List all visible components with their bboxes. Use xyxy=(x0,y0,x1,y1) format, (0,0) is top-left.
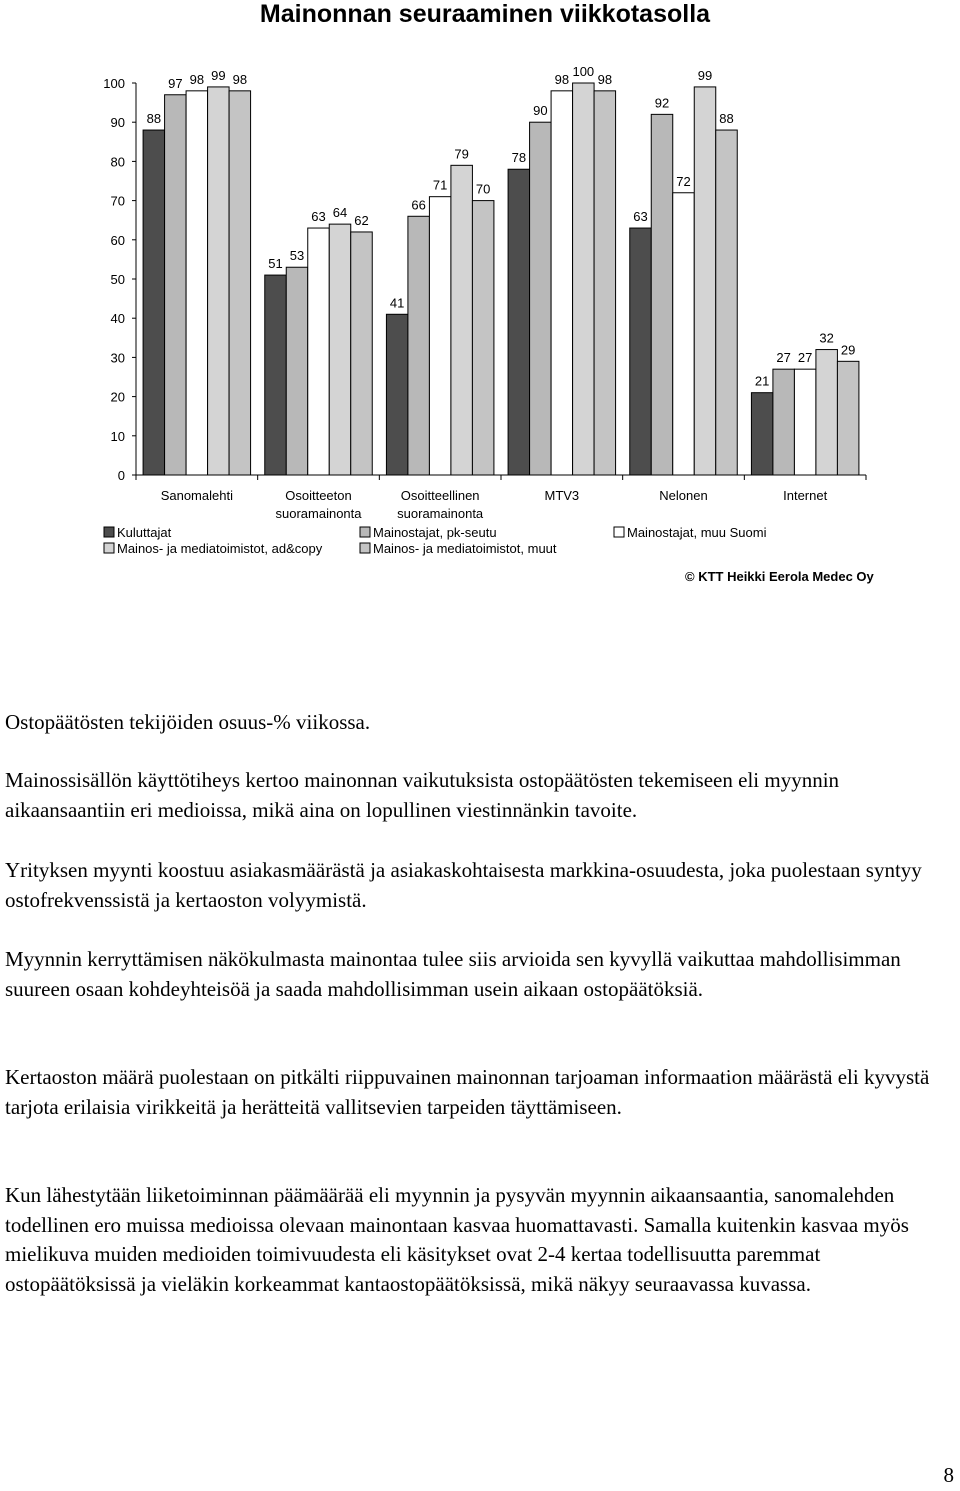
bar xyxy=(451,165,473,475)
y-tick-label: 60 xyxy=(110,232,125,248)
legend xyxy=(104,525,767,556)
body-paragraph: Kun lähestytään liiketoiminnan päämäärää eli myynnin ja pysyvän myynnin aikaansaantia, sanomalehden todellinen ero muissa medioissa olevaan mainontaan kasvaa huomattavasti. Samalla kuitenkin kasvaa myös mielikuva muiden medioiden toimivuudesta eli käsitykset ovat 2-4 kertaa todellisuutta paremmat ostopäätöksissä ja vieläkin korkeammat kantaostopäätöksissä, mikä näkyy seuraavassa kuvassa. xyxy=(5,1183,909,1296)
y-tick-label: 30 xyxy=(110,350,125,366)
data-label: 79 xyxy=(454,146,469,162)
data-label: 98 xyxy=(189,71,205,87)
data-label: 88 xyxy=(146,111,162,127)
bar xyxy=(408,216,430,475)
bar-chart xyxy=(0,0,960,600)
legend-label: Kuluttajat xyxy=(117,525,172,540)
y-tick-label: 20 xyxy=(110,389,125,405)
bar xyxy=(673,193,695,475)
data-label: 70 xyxy=(475,181,491,197)
data-label: 41 xyxy=(389,295,405,311)
data-label: 98 xyxy=(597,71,613,87)
data-label: 27 xyxy=(797,350,813,366)
data-label: 21 xyxy=(754,373,770,389)
y-tick-label: 80 xyxy=(110,154,125,170)
caption-paragraph: Ostopäätösten tekijöiden osuus-% viikossa. xyxy=(5,710,371,734)
y-tick-label: 70 xyxy=(110,193,125,209)
data-label: 63 xyxy=(633,209,648,225)
bar xyxy=(472,201,494,475)
bar xyxy=(229,91,251,475)
data-label: 29 xyxy=(840,342,856,358)
bar xyxy=(837,361,859,475)
data-label: 72 xyxy=(676,173,691,189)
bar xyxy=(551,91,573,475)
bar xyxy=(265,275,287,475)
body-paragraph: Kertaoston määrä puolestaan on pitkälti riippuvainen mainonnan tarjoaman informaation määrästä eli kyvystä tarjota erilaisia virikkeitä ja herätteitä vallitsevien tarpeiden täyttämiseen. xyxy=(5,1065,930,1119)
data-label: 98 xyxy=(554,71,570,87)
x-tick-label: Sanomalehti xyxy=(160,488,233,503)
legend-label: Mainos- ja mediatoimistot, muut xyxy=(373,541,557,556)
bar xyxy=(165,95,187,475)
chart-title: Mainonnan seuraaminen viikkotasolla xyxy=(259,0,711,28)
page-number: 8 xyxy=(943,1463,954,1487)
y-tick-label: 90 xyxy=(110,115,125,131)
data-label: 99 xyxy=(211,67,226,83)
data-label: 90 xyxy=(533,103,548,119)
y-tick-label: 10 xyxy=(110,428,125,444)
bar xyxy=(594,91,616,475)
y-tick-label: 40 xyxy=(110,311,125,327)
bar xyxy=(143,130,165,475)
copyright-notice: © KTT Heikki Eerola Medec Oy xyxy=(685,569,874,584)
x-tick-label: suoramainonta xyxy=(275,506,362,521)
bar xyxy=(694,87,716,475)
bar xyxy=(716,130,738,475)
data-label: 53 xyxy=(289,248,305,264)
data-label: 51 xyxy=(268,256,283,272)
x-tick-label: suoramainonta xyxy=(397,506,484,521)
legend-swatch xyxy=(614,527,624,537)
bar xyxy=(208,87,230,475)
data-label: 62 xyxy=(354,212,369,228)
bar xyxy=(351,232,373,475)
x-tick-label: Osoitteeton xyxy=(285,488,352,503)
bar xyxy=(651,114,673,475)
data-label: 71 xyxy=(432,177,448,193)
y-tick-label: 0 xyxy=(117,468,125,483)
legend-label: Mainostajat, muu Suomi xyxy=(627,525,767,540)
bar xyxy=(429,197,451,475)
bar xyxy=(573,83,595,475)
data-label: 92 xyxy=(654,95,670,111)
data-label: 99 xyxy=(697,67,713,83)
bar xyxy=(186,91,208,475)
legend-label: Mainos- ja mediatoimistot, ad&copy xyxy=(117,541,323,556)
data-label: 100 xyxy=(572,64,595,79)
legend-swatch xyxy=(104,543,114,553)
x-tick-label: Internet xyxy=(783,488,828,503)
bar xyxy=(508,169,530,475)
data-labels xyxy=(147,64,856,389)
bar xyxy=(286,267,308,475)
legend-swatch xyxy=(104,527,114,537)
bar xyxy=(751,393,773,475)
data-label: 32 xyxy=(819,330,834,346)
bar xyxy=(329,224,351,475)
bars xyxy=(143,83,859,475)
bar xyxy=(308,228,330,475)
legend-label: Mainostajat, pk-seutu xyxy=(373,525,497,540)
bar xyxy=(773,369,795,475)
bar xyxy=(386,314,408,475)
body-paragraph: Myynnin kerryttämisen näkökulmasta mainontaa tulee siis arvioida sen kyvyllä vaikuttaa mahdollisimman suureen osaan kohdeyhteisöä ja saada mahdollisimman usein aikaan ostopäätöksiä. xyxy=(5,947,901,1001)
x-tick-label: MTV3 xyxy=(544,488,580,503)
bar xyxy=(530,122,552,475)
legend-swatch xyxy=(360,527,370,537)
body-paragraph: Mainossisällön käyttötiheys kertoo mainonnan vaikutuksista ostopäätösten tekemiseen eli myynnin aikaansaantiin eri medioissa, mikä aina on lopullinen viestinnänkin tavoite. xyxy=(5,768,840,822)
y-tick-label: 100 xyxy=(103,76,125,91)
x-tick-label: Nelonen xyxy=(659,488,708,503)
data-label: 98 xyxy=(232,71,248,87)
x-tick-label: Osoitteellinen xyxy=(400,488,480,503)
data-label: 27 xyxy=(776,350,791,366)
data-label: 78 xyxy=(511,150,527,166)
legend-swatch xyxy=(360,543,370,553)
y-tick-label: 50 xyxy=(110,272,125,287)
data-label: 64 xyxy=(332,205,348,221)
x-axis xyxy=(136,475,866,521)
y-axis xyxy=(103,76,136,483)
bar xyxy=(630,228,652,475)
data-label: 97 xyxy=(168,75,183,91)
data-label: 66 xyxy=(411,197,426,213)
data-label: 88 xyxy=(719,111,734,127)
body-paragraph: Yrityksen myynti koostuu asiakasmäärästä ja asiakaskohtaisesta markkina-osuudesta, joka puolestaan syntyy ostofrekvenssistä ja kertaoston volyymistä. xyxy=(5,858,922,912)
data-label: 63 xyxy=(311,209,326,225)
bar xyxy=(794,369,816,475)
bar xyxy=(816,350,838,475)
